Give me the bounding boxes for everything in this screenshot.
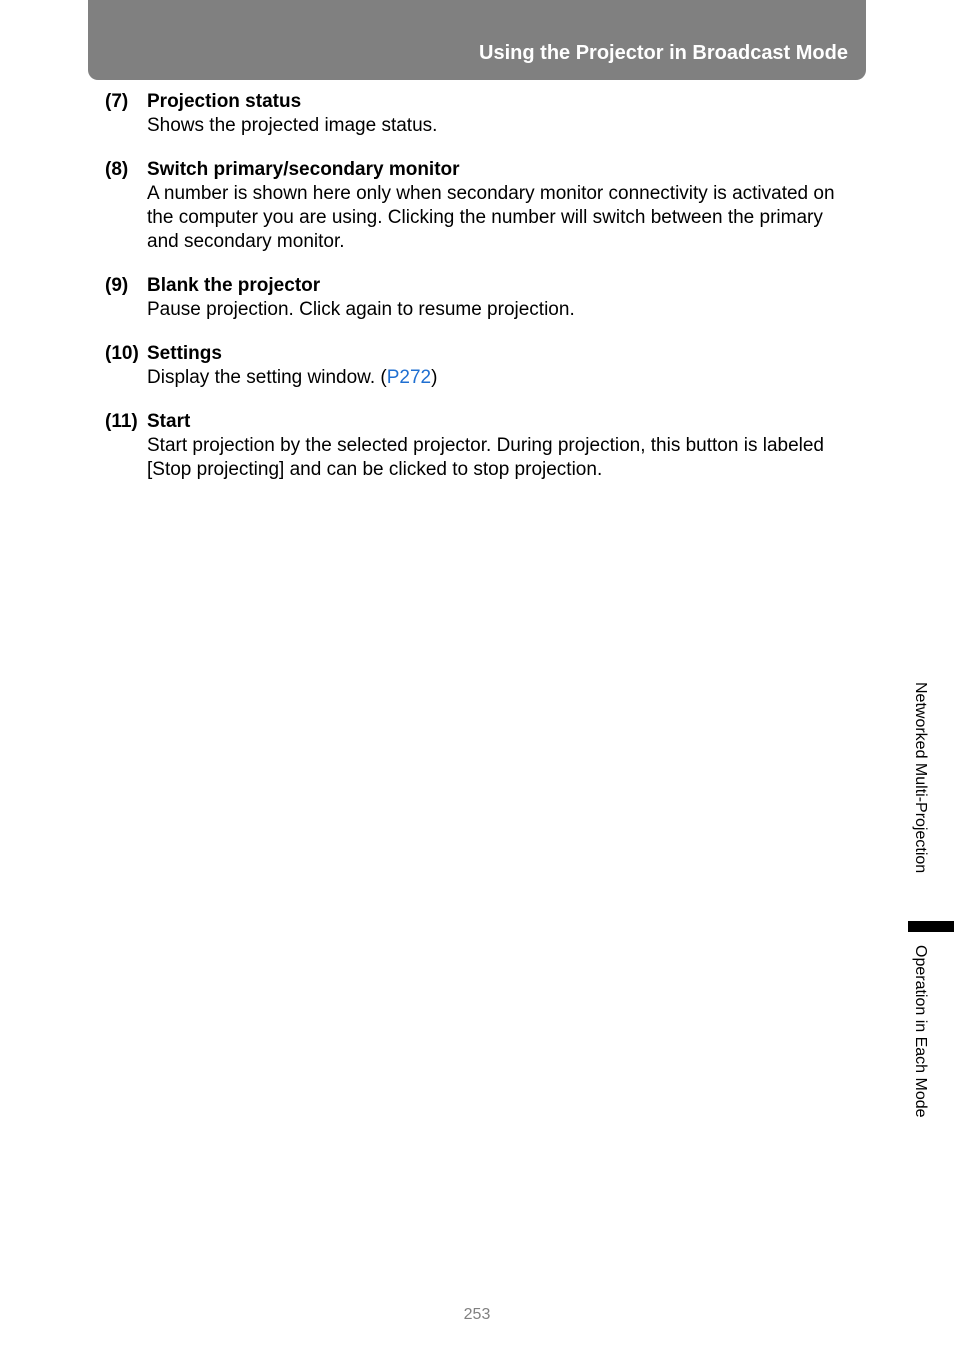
item-title: Switch primary/secondary monitor <box>147 159 460 180</box>
side-chapter-label: Operation in Each Mode <box>912 945 929 1118</box>
item-description: Start projection by the selected projector. During projection, this button is labeled [Stop projecting] and can be clicked to stop projection. <box>147 435 824 480</box>
page-number: 253 <box>463 1306 491 1323</box>
item-title: Start <box>147 411 191 432</box>
list-item <box>105 274 865 322</box>
list-item <box>105 90 865 138</box>
list-item <box>105 158 865 254</box>
list-item <box>105 410 865 482</box>
page-reference-link[interactable]: P272 <box>386 367 432 388</box>
item-description: Pause projection. Click again to resume projection. <box>147 299 575 320</box>
item-number: (9) <box>105 275 129 296</box>
item-title: Settings <box>147 343 222 364</box>
header-bar <box>88 0 866 80</box>
item-description: Shows the projected image status. <box>147 115 438 136</box>
side-chapter-tab <box>908 921 954 932</box>
item-title: Blank the projector <box>147 275 321 296</box>
side-section-label: Networked Multi-Projection <box>912 682 929 874</box>
item-heading <box>105 90 865 114</box>
item-heading <box>105 342 865 366</box>
item-title: Projection status <box>147 91 302 112</box>
item-description-text: Display the setting window. ( <box>147 367 387 388</box>
item-number: (8) <box>105 159 129 180</box>
item-description <box>147 366 857 390</box>
item-heading <box>105 274 865 298</box>
list-item <box>105 342 865 390</box>
page-header-title: Using the Projector in Broadcast Mode <box>479 42 848 64</box>
item-description: A number is shown here only when secondary monitor connectivity is activated on the computer you are using. Clicking the number will switch between the primary and secondary monitor. <box>147 183 835 252</box>
item-number: (11) <box>105 411 138 432</box>
item-number: (10) <box>105 343 139 364</box>
item-number: (7) <box>105 91 129 112</box>
item-description-text-end: ) <box>431 367 438 388</box>
item-heading <box>105 410 865 434</box>
item-heading <box>105 158 865 182</box>
content <box>105 90 865 502</box>
